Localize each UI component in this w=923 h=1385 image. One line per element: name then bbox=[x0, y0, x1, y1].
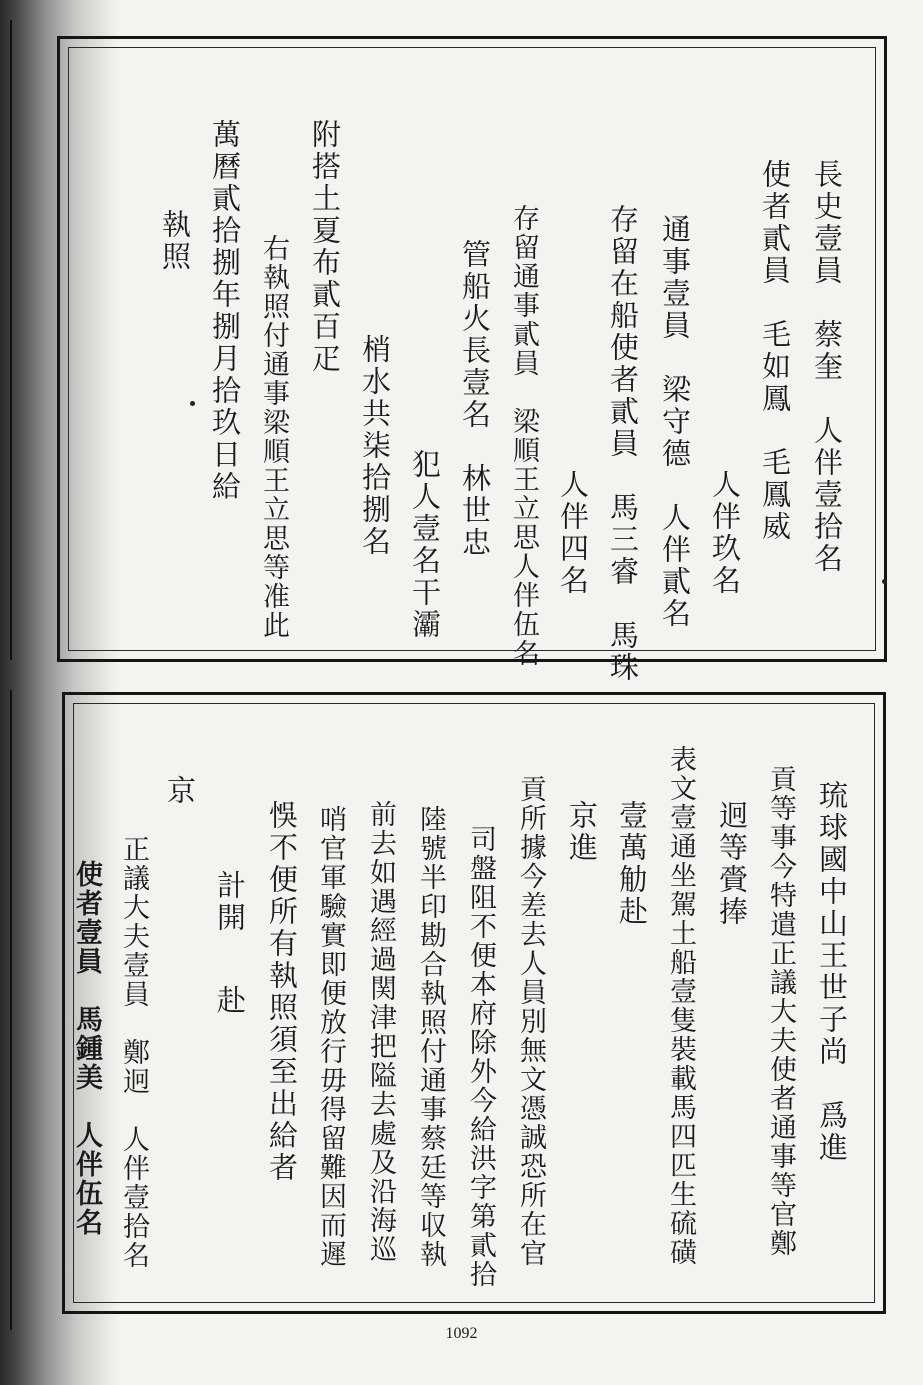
text-column: 迥等賫捧 bbox=[715, 800, 749, 928]
binding-edge-line-bottom bbox=[10, 690, 12, 1330]
ink-dot bbox=[190, 401, 195, 406]
top-document-panel bbox=[57, 36, 887, 684]
text-column: 表文壹通坐駕土船壹隻裝載馬四匹生硫磺 bbox=[665, 745, 696, 1267]
text-column: 梢水共柒拾捌名 bbox=[358, 334, 392, 558]
text-column: 長史壹員 蔡奎 人伴壹拾名 bbox=[810, 159, 844, 575]
text-column: 右執照付通事梁順王立思等准此 bbox=[258, 234, 289, 640]
text-column: 管船火長壹名 林世忠 bbox=[458, 239, 492, 559]
text-column: 執照 bbox=[158, 209, 192, 273]
text-column: 人伴玖名 bbox=[708, 469, 742, 597]
ink-dot bbox=[882, 579, 887, 584]
text-column: 人伴四名 bbox=[556, 469, 590, 597]
bottom-document-panel bbox=[62, 692, 886, 1314]
text-column: 陸號半印勘合執照付通事蔡廷等収執 bbox=[415, 805, 446, 1269]
text-column: 哨官軍驗實即便放行毋得留難因而遲 bbox=[315, 805, 346, 1269]
text-column: 存留在船使者貳員 馬三睿 馬珠 bbox=[606, 204, 640, 684]
text-column: 通事壹員 梁守德 人伴貳名 bbox=[658, 214, 692, 630]
text-column: 存留通事貳員 梁順王立思人伴伍名 bbox=[508, 204, 539, 668]
page-number: 1092 bbox=[445, 1325, 478, 1342]
text-column: 使者壹員 馬鍾美 人伴伍名 bbox=[71, 860, 102, 1237]
text-column: 萬曆貳拾捌年捌月拾玖日給 bbox=[208, 119, 242, 503]
text-column: 壹萬觔赴 bbox=[615, 800, 649, 928]
text-column: 赴 bbox=[213, 985, 247, 1017]
text-column: 貢所據今差去人員別無文憑誠恐所在官 bbox=[515, 775, 546, 1268]
text-column: 附搭土夏布貳百疋 bbox=[308, 119, 342, 375]
text-column: 京 bbox=[163, 775, 197, 807]
text-column: 使者貳員 毛如鳳 毛鳳威 bbox=[758, 159, 792, 543]
text-column: 琉球國中山王世子尚 爲進 bbox=[815, 780, 849, 1164]
text-column: 計開 bbox=[213, 870, 247, 934]
text-column: 犯人壹名干灞 bbox=[408, 449, 442, 641]
text-column: 貢等事今特遣正議大夫使者通事等官鄭 bbox=[765, 765, 796, 1258]
binding-edge-line-top bbox=[10, 20, 12, 660]
text-column: 前去如遇經過関津把隘去處及沿海巡 bbox=[365, 800, 396, 1264]
text-column: 司盤阻不便本府除外今給洪字第貳拾 bbox=[465, 825, 496, 1289]
text-column: 京進 bbox=[565, 800, 599, 864]
text-column: 正議大夫壹員 鄭迥 人伴壹拾名 bbox=[118, 835, 149, 1270]
text-column: 悞不便所有執照須至出給者 bbox=[265, 800, 299, 1184]
